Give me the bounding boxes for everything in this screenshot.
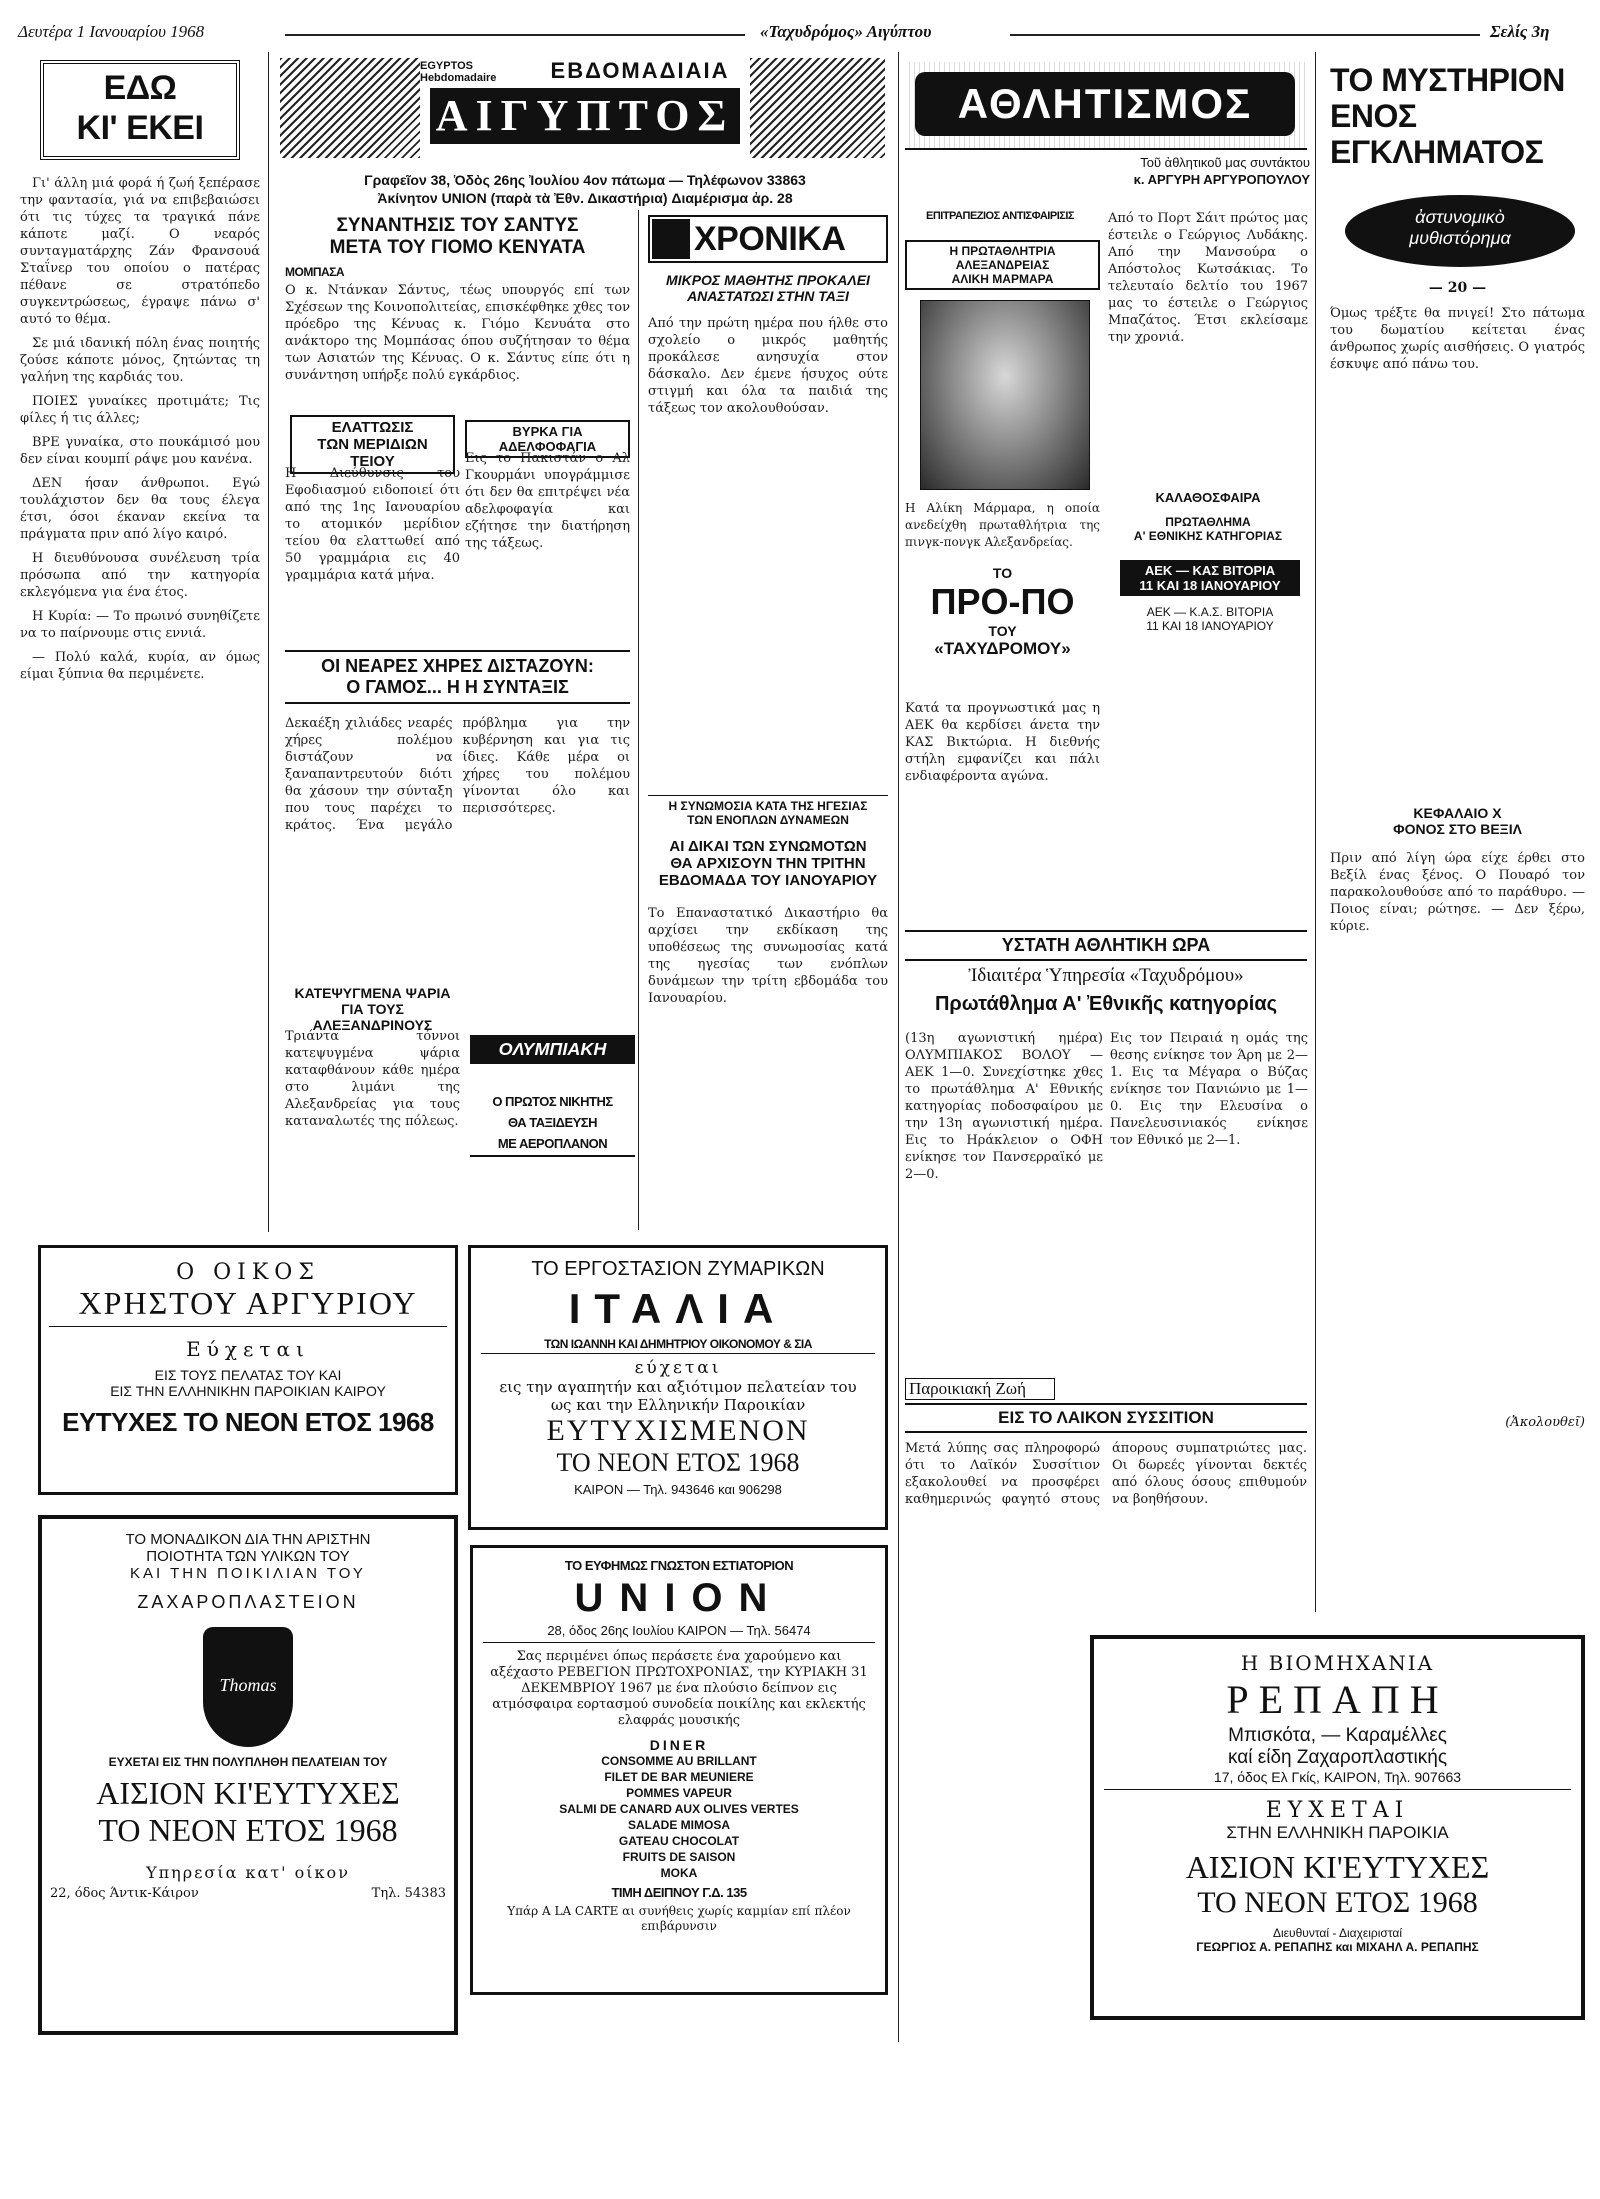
athlitismos-byline-1: Τοῦ ἀθλητικοῦ μας συντάκτου [1140,155,1310,170]
ystati-title: ΥΣΤΑΤΗ ΑΘΛΗΤΙΚΗ ΩΡΑ [1001,935,1211,955]
argyriou-line-5: ΕΙΣ ΤΗΝ ΕΛΛΗΝΙΚΗΝ ΠΑΡΟΙΚΙΑΝ ΚΑΙΡΟΥ [110,1383,386,1399]
mystirion-title-1: ΤΟ ΜΥΣΤΗΡΙΟΝ [1330,62,1565,98]
marmara-headline-a: Η ΠΡΩΤΑΘΛΗΤΡΙΑ ΑΛΕΞΑΝΔΡΕΙΑΣ [949,244,1056,272]
union-line-5: ΤΙΜΗ ΔΕΙΠΝΟΥ Γ.Δ. 135 [611,1885,747,1900]
col1-paragraph: Σε μιά ιδανική πόλη ένας ποιητής ζούσε κάποτε μόνος, ζητώντας τη γαλήνη της καρδιάς του. [20,336,260,385]
argyriou-line-2: ΧΡΗΣΤΟΥ ΑΡΓΥΡΙΟΥ [49,1285,447,1327]
argyriou-line-4: ΕΙΣ ΤΟΥΣ ΠΕΛΑΤΑΣ ΤΟΥ ΚΑΙ [154,1367,342,1383]
col3-article-1: Από την πρώτη ημέρα που ήλθε στο σχολείο ο μικρός μαθητής προκάλεσε ανησυχία στον δάσκαλο. Δεν έμενε ήσυχος ούτε στιγμή και όλα τα παιδιά της τάξεως τον ακολουθούσαν. [648,316,888,416]
italia-line-6: ως και την Ελληνικήν Παροικίαν [550,1396,806,1414]
thomas-line-5: ΕΥΧΕΤΑΙ ΕΙΣ ΤΗΝ ΠΟΛΥΠΛΗΘΗ ΠΕΛΑΤΕΙΑΝ ΤΟΥ [108,1755,388,1769]
union-menu-item: FILET DE BAR MEUNIERE [604,1770,754,1784]
propo-title: ΠΡΟ-ΠΟ [930,581,1075,622]
column-rule-4 [1315,52,1316,1612]
italia-line-1: ΤΟ ΕΡΓΟΣΤΑΣΙΟΝ ΖΥΜΑΡΙΚΩΝ [531,1258,825,1280]
col1-paragraph: Γι' άλλη μιά φορά ή ζωή ξεπέρασε την φαντασία, γιά να επιβεβαιώσει ότι τις τύχες τα τραγικά πάνε κάποτε μαζί. Ο νεαρός συνταγματάρχης Ζάν Φρανσουά Σταΐνερ του οποίου ο πατέρας πέθανε σε στρατόπεδο συγκεντρώσεως, έγραψε πάνω σ' αυτό το θέμα. [20,176,260,327]
repapi-brand: ΡΕΠΑΠΗ [1226,1677,1449,1722]
chronika-title: ΧΡΟΝΙΚΑ [694,220,846,258]
repapi-ad [1090,1635,1585,2020]
athlitismos-title: ΑΘΛΗΤΙΣΜΟΣ [915,72,1295,136]
col2-headline-4b: Ο ΓΑΜΟΣ... Η Η ΣΥΝΤΑΞΙΣ [346,677,569,697]
col2-headline-5b: ΓΙΑ ΤΟΥΣ ΑΛΕΞΑΝΔΡΙΝΟΥΣ [312,1001,433,1033]
mystirion-title [1330,62,1590,170]
repapi-line-1: Η ΒΙΟΜΗΧΑΝΙΑ [1240,1651,1435,1675]
novel-continued: (Ἀκολουθεῖ) [1505,1415,1585,1430]
italia-line-4: εύχεται [634,1358,722,1378]
thomas-line-2: ΠΟΙΟΤΗΤΑ ΤΩΝ ΥΛΙΚΩΝ ΤΟΥ [146,1548,350,1565]
athlitismos-masthead [905,62,1307,150]
pingpong-topic: ΕΠΙΤΡΑΠΕΖΙΟΣ ΑΝΤΙΣΦΑΙΡΙΣΙΣ [925,210,1075,222]
egyptos-title: ΑΙΓΥΠΤΟΣ [430,88,740,144]
thomas-line-7: ΤΟ ΝΕΟΝ ΕΤΟΣ 1968 [98,1812,398,1848]
col2-headline-1b: ΜΕΤΑ ΤΟΥ ΓΙΟΜΟ ΚΕΝΥΑΤΑ [329,237,586,258]
col1-paragraph: ΔΕΝ ήσαν άνθρωποι. Εγώ τουλάχιστον δεν θα τους έλεγα έτσι, όσοι έκαναν εκείνα τα πράγματα πριν από λίγο καιρό. [20,476,260,542]
marmara-headline [905,240,1100,290]
olympiaki-line-2: ΘΑ ΤΑΞΙΔΕΥΣΗ [508,1115,597,1130]
protathlima-heading-b: Α' ΕΘΝΙΚΗΣ ΚΑΤΗΓΟΡΙΑΣ [1133,529,1283,543]
egyptos-address-2: Ἀκίνητον UNION (παρὰ τὰ Ἐθν. Δικαστήρια) Διαμέρισμα ἀρ. 28 [377,190,793,206]
union-menu-item: MOKA [660,1866,698,1880]
italia-line-9: ΚΑΙΡΟΝ — Τηλ. 943646 και 906298 [574,1482,782,1497]
repapi-line-9: ΤΟ ΝΕΟΝ ΕΤΟΣ 1968 [1197,1886,1478,1919]
ystati-box [905,930,1307,961]
ki-ekei-title: ΚΙ' ΕΚΕΙ [76,109,204,147]
chronika-header [648,215,888,263]
kefalaio-heading-1: ΚΕΦΑΛΑΙΟ Χ [1413,805,1502,821]
aek-line-4: 11 ΚΑΙ 18 ΙΑΝΟΥΑΡΙΟΥ [1146,619,1274,633]
col2-headline-5 [285,985,460,1033]
col1-paragraph: — Πολύ καλά, κυρία, αν όμως είμαι ξύπνια θα περιμένετε. [20,650,260,682]
union-menu-item: DINER [649,1737,709,1753]
repapi-line-3: Μπισκότα, — Καραμέλλες [1228,1725,1447,1746]
col2-headline-5a: ΚΑΤΕΨΥΓΜΕΝΑ ΨΑΡΙΑ [294,985,451,1001]
repapi-line-10: Διευθυνταί - Διαχειρισταί [1272,1926,1402,1940]
italia-line-8: ΤΟ ΝΕΟΝ ΕΤΟΣ 1968 [556,1448,800,1477]
col3-headline-1 [648,272,888,304]
marmara-headline-b: ΑΛΙΚΗ ΜΑΡΜΑΡΑ [951,272,1054,286]
col2-headline-2b: ΤΩΝ ΜΕΡΙΔΙΩΝ ΤΕΙΟΥ [317,436,428,470]
col3-headline-2a: Η ΣΥΝΩΜΟΣΙΑ ΚΑΤΑ ΤΗΣ ΗΓΕΣΙΑΣ [668,799,868,813]
col2-headline-3: ΒΥΡΚΑ ΓΙΑ ΑΔΕΛΦΟΦΑΓΙΑ [465,420,630,458]
col1-paragraph: Η Κυρία: — Το πρωινό συνηθίζετε να το παίρνουμε στις εννιά. [20,609,260,641]
egyptos-small-label: EGYPTOS Hebdomadaire [420,60,497,84]
egyptos-weekly-label: ΕΒΔΟΜΑΔΙΑΙΑ [550,58,730,83]
egyptos-address-1: Γραφεῖον 38, Ὁδὸς 26ης Ἰουλίου 4ον πάτωμα — Τηλέφωνον 33863 [364,172,806,188]
col3-headline-3b: ΘΑ ΑΡΧΙΣΟΥΝ ΤΗΝ ΤΡΙΤΗΝ [670,855,866,872]
argyriou-line-6: ΕΥΤΥΧΕΣ ΤΟ ΝΕΟΝ ΕΤΟΣ 1968 [62,1407,434,1437]
paroikiaki-label: Παροικιακή Ζωή [905,1378,1055,1400]
union-menu-item: POMMES VAPEUR [626,1786,732,1800]
column-rule-1 [268,52,269,1232]
aek-line-2: 11 ΚΑΙ 18 ΙΑΝΟΥΑΡΙΟΥ [1139,578,1281,593]
edo-title: ΕΔΩ [103,69,177,107]
olympiaki-line-1: Ο ΠΡΩΤΟΣ ΝΙΚΗΤΗΣ [492,1094,613,1109]
union-line-3: 28, όδος 26ης Ιουλίου ΚΑΙΡΟΝ — Τηλ. 56474 [483,1623,875,1643]
repapi-line-5: 17, όδος Ελ Γκίς, ΚΑΙΡΟΝ, Τηλ. 907663 [1104,1769,1571,1790]
header-date: Δευτέρα 1 Ιανουαρίου 1968 [18,22,205,41]
marmara-caption: Η Αλίκη Μάρμαρα, η οποία ανεδείχθη πρωταθλήτρια της πινγκ-πονγκ Αλεξανδρείας. [905,501,1100,549]
col2-headline-4 [285,650,630,704]
col3-article-3: Το Επαναστατικό Δικαστήριο θα αρχίσει την εκδίκαση της υποθέσεως της συνωμοσίας κατά της ηγεσίας των ενόπλων δυνάμεων την τρίτη εβδομάδα του Ιανουαρίου. [648,906,888,1006]
header-rule-right [1010,34,1480,36]
union-line-1: ΤΟ ΕΥΦΗΜΩΣ ΓΝΩΣΤΟΝ ΕΣΤΙΑΤΟΡΙΟΝ [564,1558,794,1573]
novel-badge [1345,195,1575,267]
header-page: Σελίς 3η [1490,22,1550,41]
col3-headline-2b: ΤΩΝ ΕΝΟΠΛΩΝ ΔΥΝΑΜΕΩΝ [687,813,849,827]
col3-headline-3c: ΕΒΔΟΜΑΔΑ ΤΟΥ ΙΑΝΟΥΑΡΙΟΥ [658,872,878,889]
repapi-line-11: ΓΕΩΡΓΙΟΣ Α. ΡΕΠΑΠΗΣ και ΜΙΧΑΗΛ Α. ΡΕΠΑΠΗΣ [1196,1940,1479,1954]
kefalaio-heading [1330,805,1585,837]
col1-paragraph: Η διευθύνουσα συνέλευση τρία πρόσωπα από την κατηγορία εκλεγόμενα για ένα έτος. [20,551,260,600]
column-rule-2 [638,210,639,1230]
col2-dateline: ΜΟΜΠΑΣΑ [285,265,345,279]
syssition-headline: ΕΙΣ ΤΟ ΛΑΙΚΟΝ ΣΥΣΣΙΤΙΟΝ [905,1403,1307,1433]
union-menu [483,1737,875,1881]
col2-headline-4a: ΟΙ ΝΕΑΡΕΣ ΧΗΡΕΣ ΔΙΣΤΑΖΟΥΝ: [321,656,594,676]
propo-article: Κατά τα προγνωστικά μας η ΑΕΚ θα κερδίσει άνετα την ΚΑΣ Βικτώρια. Η διεθνής στήλη εμφανίζει και πάλι ενδιαφέροντα αγώνα. [905,701,1100,784]
repapi-line-7: ΣΤΗΝ ΕΛΛΗΝΙΚΗ ΠΑΡΟΙΚΙΑ [1226,1823,1449,1842]
aek-plain [1115,605,1305,633]
athlitismos-byline-2: κ. ΑΡΓΥΡΗ ΑΡΓΥΡΟΠΟΥΛΟΥ [1133,172,1310,187]
argyriou-line-3: Εύχεται [186,1337,310,1361]
aek-box [1120,560,1300,596]
mystirion-title-3: ΕΓΚΛΗΜΑΤΟΣ [1330,134,1544,170]
novel-text-1: Όμως τρέξτε θα πνιγεί! Στο πάτωμα του δωματίου κείτεται ένας άνθρωπος χωρίς αισθήσεις. Ο γιατρός έσκυψε από πάνω του. [1330,306,1585,372]
italia-line-3: ΤΩΝ ΙΩΑΝΝΗ ΚΑΙ ΔΗΜΗΤΡΙΟΥ ΟΙΚΟΝΟΜΟΥ & ΣΙΑ [481,1337,875,1354]
egyptos-masthead [280,58,885,168]
chronika-x-block [652,219,690,259]
thomas-logo-shield [203,1627,293,1747]
idiaitera-line: Ἰδιαιτέρα Ὑπηρεσία «Ταχυδρόμου» [968,965,1244,986]
propo-line-4: «ΤΑΧΥΔΡΟΜΟΥ» [934,639,1071,658]
col1-paragraph: ΠΟΙΕΣ γυναίκες προτιμάτε; Τις φίλες ή τις άλλες; [20,394,260,426]
thomas-address-row [50,1886,446,1901]
kalathosfaira-topic: ΚΑΛΑΘΟΣΦΑΙΡΑ [1155,490,1261,505]
olympiaki-box [470,1035,635,1215]
italia-line-5: εις την αγαπητήν και αξιότιμον πελατείαν του [499,1378,857,1396]
argyriou-ad [38,1245,458,1495]
italia-line-7: ΕΥΤΥΧΙΣΜΕΝΟΝ [546,1414,810,1447]
propo-line-1: ΤΟ [992,565,1013,581]
egyptos-hatching-left [280,58,420,158]
col4-article-right: Από το Πορτ Σάιτ πρώτος μας έστειλε ο Γεώργιος Λυδάκης. Από την Μανσούρα ο Απόστολος Κωτσάκιας. Το τελευταίο δελτίο του 1967 μας το έστειλε ο Γεώργιος Μπαζάτος. Έτσι εκλείσαμε την χρονιά. [1108,211,1308,345]
olympiaki-title: ΟΛΥΜΠΙΑΚΗ [470,1035,635,1064]
union-menu-item: SALADE MIMOSA [628,1818,730,1832]
col3-headline-1b: ΑΝΑΣΤΑΤΩΣΙ ΣΤΗΝ ΤΑΞΙ [687,288,849,304]
col2-article-4: Δεκαέξη χιλιάδες νεαρές χήρες πολέμου διστάζουν να ξαναπαντρευτούν διότι θα χάσουν την σύνταξη που τους παρέχει το κράτος. Ένα μεγάλο πρόβλημα για την κυβέρνηση και για τις ίδιες. Κάθε μέρα οι χήρες του πολέμου γίνονται όλο και περισσότερες. [285,716,630,833]
col3-headline-1a: ΜΙΚΡΟΣ ΜΑΘΗΤΗΣ ΠΡΟΚΑΛΕΙ [666,272,870,288]
italia-brand: ΙΤΑΛΙΑ [568,1285,788,1332]
thomas-line-8: Υπηρεσία κατ' οίκον [146,1863,350,1882]
union-menu-item: SALMI DE CANARD AUX OLIVES VERTES [559,1802,799,1816]
thomas-line-1: ΤΟ ΜΟΝΑΔΙΚΟΝ ΔΙΑ ΤΗΝ ΑΡΙΣΤΗΝ [125,1531,371,1548]
thomas-line-3: ΚΑΙ ΤΗΝ ΠΟΙΚΙΛΙΑΝ ΤΟΥ [130,1565,366,1582]
col2-article-5: Τριάντα τόννοι κατεψυγμένα ψάρια καταφθάνουν κάθε ημέρα στο λιμάνι της Αλεξανδρείας για τους καταναλωτές της πόλεως. [285,1029,460,1129]
union-menu-item: CONSOMME AU BRILLANT [601,1754,757,1768]
aek-line-3: ΑΕΚ — Κ.Α.Σ. ΒΙΤΟΡΙΑ [1146,605,1274,619]
repapi-line-8: ΑΙΣΙΟΝ ΚΙ'ΕΥΤΥΧΕΣ [1185,1849,1490,1885]
protathlima-heading [1108,515,1308,543]
union-ad [470,1545,888,1995]
thomas-logo-text: Thomas [219,1675,277,1695]
thomas-line-10: Τηλ. 54383 [371,1886,446,1901]
novel-text-2: Πριν από λίγη ώρα είχε έρθει στο Βεξίλ ένας ξένος. Ο Πουαρό τον παρακολουθούσε από το παράθυρο. — Ποιος είναι; ρώτησε. — Δεν ξέρω, κύριε. [1330,851,1585,934]
union-line-4: Σας περιμένει όπως περάσετε ένα χαρούμενο και αξέχαστο ΡΕΒΕΓΙΟΝ ΠΡΩΤΟΧΡΟΝΙΑΣ, την ΚΥΡΙΑΚΗ 31 ΔΕΚΕΜΒΡΙΟΥ 1967 με ένα πλούσιο δείπνον εις ατμόσφαιρα εορτασμού συνοδεία ποικίλης και εκλεκτής ελαφράς μουσικής [490,1649,868,1728]
olympiaki-line-3: ΜΕ ΑΕΡΟΠΛΑΝΟΝ [470,1136,635,1157]
thomas-line-4: ΖΑΧΑΡΟΠΛΑΣΤΕΙΟΝ [137,1592,359,1612]
union-brand: UNION [574,1576,784,1620]
col3-headline-3a: ΑΙ ΔΙΚΑΙ ΤΩΝ ΣΥΝΩΜΟΤΩΝ [669,838,867,855]
repapi-line-4: καί είδη Ζαχαροπλαστικής [1228,1747,1447,1768]
col1-paragraph: ΒΡΕ γυναίκα, στο πουκάμισό μου δεν είναι κουμπί ράψε μου κανένα. [20,435,260,467]
egyptos-hatching-right [750,58,885,158]
aek-line-1: ΑΕΚ — ΚΑΣ ΒΙΤΟΡΙΑ [1144,563,1276,578]
kefalaio-heading-2: ΦΟΝΟΣ ΣΤΟ ΒΕΞΙΛ [1393,821,1522,837]
header-rule-left [285,34,745,36]
col1-article [20,175,260,1215]
union-menu-item: GATEAU CHOCOLAT [618,1834,740,1848]
col2-headline-1a: ΣΥΝΑΝΤΗΣΙΣ ΤΟΥ ΣΑΝΤΥΣ [336,215,579,236]
propo-line-3: ΤΟΥ [988,623,1017,639]
edo-ki-ekei-box [40,60,240,160]
union-menu-item: FRUITS DE SAISON [622,1850,736,1864]
marmara-photo [920,300,1090,490]
col3-headline-2 [648,795,888,827]
col2-article-2: Η Διεύθυνσις του Εφοδιασμού ειδοποιεί ότι από της 1ης Ιανουαρίου το ατομικόν μερίδιον τείου θα ελαττωθεί από 50 γραμμάρια εις 40 γραμμάρια κατά μήνα. [285,466,460,583]
syssition-article: Μετά λύπης σας πληροφορώ ότι το Λαϊκόν Συσσίτιον εξακολουθεί να προσφέρει καθημερινώς φαγητό στους άπορους συμπατριώτες μας. Οι δωρεές γίνονται δεκτές από όλους όσους επιθυμούν να βοηθήσουν. [905,1441,1307,1507]
col2-headline-2a: ΕΛΑΤΤΩΣΙΣ [331,419,414,436]
col3-headline-3 [648,838,888,889]
italia-ad [468,1245,888,1530]
thomas-ad [38,1515,458,2035]
column-rule-3 [898,52,899,2042]
sports-article-left: (13η αγωνιστική ημέρα) ΟΛΥΜΠΙΑΚΟΣ ΒΟΛΟΥ — ΑΕΚ 1—0. Συνεχίστηκε χθες το πρωτάθλημα Α' Εθνικής κατηγορίας ποδοσφαίρου με την 13η αγωνιστική ημέρα. Εις το Ηράκλειον ο ΟΦΗ ενίκησε τον Πανσερραϊκό με 2—0. [905,1031,1103,1182]
sports-article-right: Εις τον Πειραιά η ομάς της θεσης ενίκησε τον Άρη με 2—1. Εις τα Μέγαρα ο Βύζας ενίκησε τον Πανιώνιο με 1—0. Εις την Ελευσίνα ο Πανελευσινιακός ενίκησε τον Εθνικό με 2—1. [1110,1031,1308,1148]
novel-badge-1: ἀστυνομικὸ [1415,207,1505,227]
novel-badge-2: μυθιστόρημα [1409,228,1511,248]
chapter-number: — 20 — [1428,280,1487,296]
header-paper: «Ταχυδρόμος» Αιγύπτου [760,22,932,41]
col2-headline-1 [285,215,630,259]
protathlima-line: Πρωτάθλημα Α' Ἐθνικῆς κατηγορίας [934,993,1278,1015]
thomas-line-6: ΑΙΣΙΟΝ ΚΙ'ΕΥΤΥΧΕΣ [96,1775,400,1811]
mystirion-title-2: ΕΝΟΣ [1330,98,1417,134]
union-line-6: Υπάρ Α LA CARTE αι συνήθεις χωρίς καμμίαν επί πλέον επιβάρυνσιν [507,1904,851,1933]
repapi-line-6: ΕΥΧΕΤΑΙ [1265,1798,1410,1823]
col2-article-3: Εις το Πακιστάν ο Αλ Γκουρμάνι υπογράμμισε ότι δεν θα επιτρέψει νέα αδελφοφαγία και εζήτησε την διατήρηση της τάξεως. [465,451,630,551]
propo-box [905,565,1100,659]
argyriou-line-1: Ο ΟΙΚΟΣ [176,1260,320,1285]
thomas-line-9: 22, όδος Άντικ-Κάιρον [50,1886,199,1901]
protathlima-heading-a: ΠΡΩΤΑΘΛΗΜΑ [1165,515,1251,529]
col2-article-1: Ο κ. Ντάνκαν Σάντυς, τέως υπουργός επί των Σχέσεων της Κοινοπολιτείας, επισκέφθηκε χθες τον πρόεδρο της Κένυας κ. Γιόμο Κενυάτα στο ανάκτορο της Μομπάσας όπου συζήτησαν το θέμα των Ασιατών της Κένυας. Ο κ. Σάντυς είπε ότι η συνάντηση υπήρξε πολύ εγκάρδιος. [285,283,630,383]
